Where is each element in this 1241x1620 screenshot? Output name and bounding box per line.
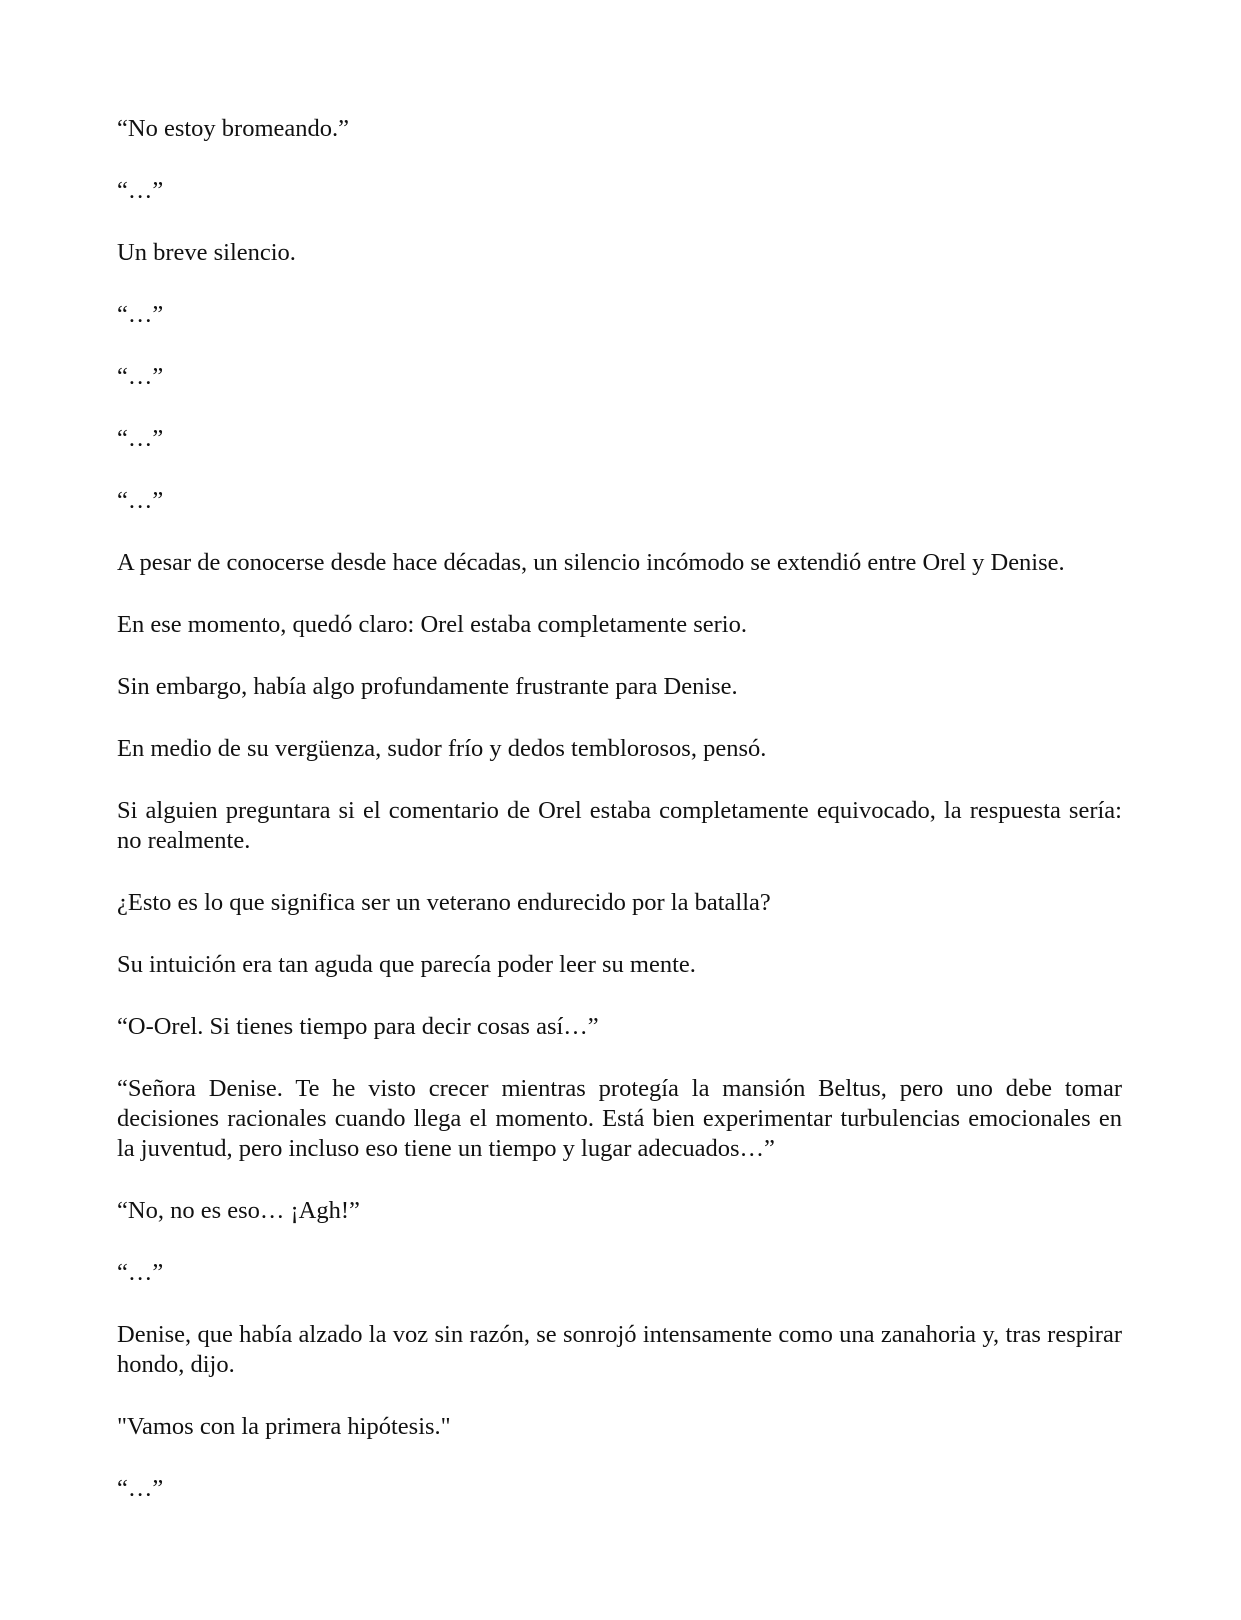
paragraph: “Señora Denise. Te he visto crecer mientras protegía la mansión Beltus, pero uno debe tomar decisiones racionales cuando llega el momento. Está bien experimentar turbulencias emocionales en la juventud, pero incluso eso tiene un tiempo y lugar adecuados…” [117, 1075, 1122, 1162]
paragraph: “…” [117, 177, 164, 204]
paragraph: En medio de su vergüenza, sudor frío y dedos temblorosos, pensó. [117, 735, 767, 762]
paragraph: Su intuición era tan aguda que parecía poder leer su mente. [117, 951, 696, 978]
paragraph: Un breve silencio. [117, 239, 296, 266]
paragraph: “…” [117, 1259, 164, 1286]
paragraph: ¿Esto es lo que significa ser un veterano endurecido por la batalla? [117, 889, 771, 916]
paragraph: Si alguien preguntara si el comentario de Orel estaba completamente equivocado, la respuesta sería: no realmente. [117, 797, 1122, 854]
paragraph: Sin embargo, había algo profundamente frustrante para Denise. [117, 673, 738, 700]
paragraph: “…” [117, 487, 164, 514]
paragraph: “…” [117, 363, 164, 390]
paragraph: “No estoy bromeando.” [117, 115, 349, 142]
paragraph: "Vamos con la primera hipótesis." [117, 1413, 451, 1440]
paragraph: A pesar de conocerse desde hace décadas, un silencio incómodo se extendió entre Orel y Denise. [117, 549, 1065, 576]
paragraph: Denise, que había alzado la voz sin razón, se sonrojó intensamente como una zanahoria y, tras respirar hondo, dijo. [117, 1321, 1122, 1378]
paragraph: En ese momento, quedó claro: Orel estaba completamente serio. [117, 611, 747, 638]
paragraph: “…” [117, 1475, 164, 1502]
paragraph: “…” [117, 301, 164, 328]
paragraph: “…” [117, 425, 164, 452]
document-body [117, 114, 1122, 1536]
paragraph: “No, no es eso… ¡Agh!” [117, 1197, 360, 1224]
paragraph: “O-Orel. Si tienes tiempo para decir cosas así…” [117, 1013, 599, 1040]
